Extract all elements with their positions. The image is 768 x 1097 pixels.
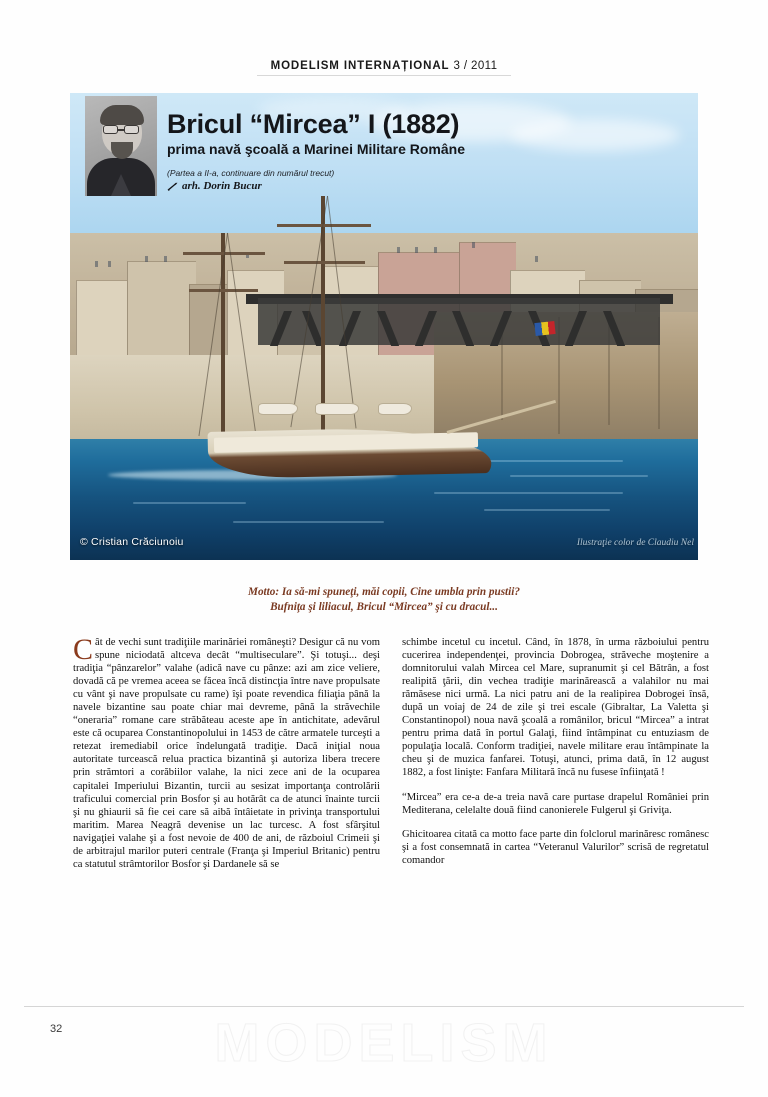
body-column-left — [73, 636, 380, 988]
footer-divider — [24, 1006, 744, 1007]
page-watermark: MODELISM — [214, 1013, 554, 1073]
author-portrait — [85, 96, 157, 196]
window — [472, 242, 475, 248]
yard — [284, 261, 366, 264]
article-title-block — [85, 96, 685, 196]
article-part-note: (Partea a II-a, continuare din numărul trecut) — [167, 168, 335, 178]
yard — [277, 224, 371, 227]
article-subtitle: prima navă şcoală a Marinei Militare Române — [167, 141, 466, 157]
window — [108, 261, 111, 267]
paragraph-text: “Mircea” era ce-a de-a treia navă care purtase drapelul României prin Mediterana, celelalte două fiind canonierele Fulgerul şi Griviţa. — [402, 791, 709, 816]
ships-boat — [258, 403, 298, 415]
yard — [189, 289, 258, 292]
body-column-right — [402, 636, 709, 988]
water-ripple — [233, 521, 384, 523]
window — [145, 256, 148, 262]
portrait-hair — [100, 105, 144, 125]
window — [164, 256, 167, 262]
water-ripple — [510, 475, 648, 477]
author-name: arh. Dorin Bucur — [182, 180, 262, 192]
article-motto — [70, 585, 698, 615]
ships-boat — [378, 403, 412, 415]
publication-title: MODELISM INTERNAȚIONAL — [270, 60, 450, 72]
romanian-flag — [534, 321, 555, 336]
portrait-glasses-left — [103, 125, 118, 134]
issue-number: 3 / 2011 — [453, 60, 498, 72]
motto-line-2: Bufniţa şi liliacul, Bricul “Mircea” şi cu dracul... — [270, 601, 498, 613]
window — [535, 256, 538, 262]
water-ripple — [133, 502, 246, 504]
paragraph-text: Ghicitoarea citată ca motto face parte din folclorul marinăresc românesc şi a fost consemnată in cartea “Veteranul Valurilor” scrisă de regretatul comandor — [402, 828, 709, 866]
ships-boat — [315, 403, 359, 415]
water-ripple — [434, 492, 622, 494]
article-byline — [167, 180, 677, 192]
window — [95, 261, 98, 267]
portrait-glasses-bridge — [118, 129, 124, 131]
paragraph — [402, 636, 709, 780]
running-header — [0, 56, 768, 74]
paragraph-text: schimbe incetul cu incetul. Când, în 1878, în urma războiului pentru cucerirea independenţei, provincia Dobrogea, străveche moştenire a domnitorului valah Mircea cel Mare, supranumit şi cel Bătrân, a fost realipită ţării, din vechea tradiţie marinărească a valahilor nu mai rămăsese nici urmă. La nici patru ani de la realipirea Dobrogei însă, după un voiaj de 24 de zile şi trei escale (Gibraltar, La Valetta şi Constantinopol) noua navă şcoală a românilor, bricul “Mircea” a intrat pentru prima dată în portul Galaţi, fiind întâmpinat cu entuziasm de populaţia locală. Conform tradiţiei, navele militare erau întâmpinate la cheu şi de muzica fanfarei. Totuşi, atunci, prima dată, în 12 august 1882, a fost linişte: Fanfara Militară încă nu fusese înfiinţată ! — [402, 637, 709, 779]
article-body — [73, 636, 709, 988]
illustration-credit: Ilustraţie color de Claudiu Nel — [576, 538, 694, 548]
paragraph-text: ât de vechi sunt tradiţiile marinăriei româneşti? Desigur că nu vom spune niciodată altceva decât “multiseculare”. Şi totuşi... deşi tradiţia “pânzarelor” valahe (adică nave cu pânze: azi am zice veliere, dovadă că pe vremea aceea se făcea încă distincţia între nave propulsate cu vânt şi nave propulsate cu rame) îşi poate revendica filiaţia până la navele bizantine sau poate chiar mai devreme, până la străvechile “oneraria” romane care străbăteau aceste ape în antichitate, adevărul este că ocuparea Constantinopolului in 1453 de către armatele turceşti a retezat iremediabil orice îndelungată tradiţie. Dacă iniţial noua autoritate turcească relua practica bizantină şi autoriza libera trecere prin strămtori a corăbiilor valahe, la nici zece ani de la ocuparea capitalei Imperiului Bizantin, turcii au sesizat importanţa controlării traficului comercial prin Bosfor şi au hotărât ca de atunci înainte turcii şi nu ghiaurii să fie cei care să aibă întâietate in privinţa transportului maritim. Marea Neagră devenise un lac turcesc. A fost sfârşitul navigaţiei valahe şi a fost nevoie de 400 de ani, de războiul Crimeii şi de arbitrajul marilor puteri centrale (Franţa şi Imperiul Britanic) pentru ca statutul strâmtorilor Bosfor şi Dardanele să se — [73, 637, 380, 870]
title-text-group — [167, 109, 677, 192]
window — [434, 247, 437, 253]
motto-line-1: Motto: Ia să-mi spuneţi, măi copii, Cine umbla prin pustii? — [248, 586, 520, 598]
portrait-beard — [111, 142, 133, 159]
paragraph — [402, 791, 709, 817]
article-title: Bricul “Mircea” I (1882) — [167, 109, 460, 139]
header-divider — [257, 75, 511, 76]
window — [415, 247, 418, 253]
window — [397, 247, 400, 253]
photo-credit: © Cristian Crăciunoiu — [80, 536, 184, 548]
paragraph — [73, 636, 380, 871]
pen-nib-icon — [167, 182, 178, 191]
page-number: 32 — [50, 1023, 63, 1035]
paragraph — [402, 828, 709, 867]
drop-cap: C — [73, 636, 94, 666]
water-ripple — [484, 509, 610, 511]
portrait-glasses-right — [124, 125, 139, 134]
